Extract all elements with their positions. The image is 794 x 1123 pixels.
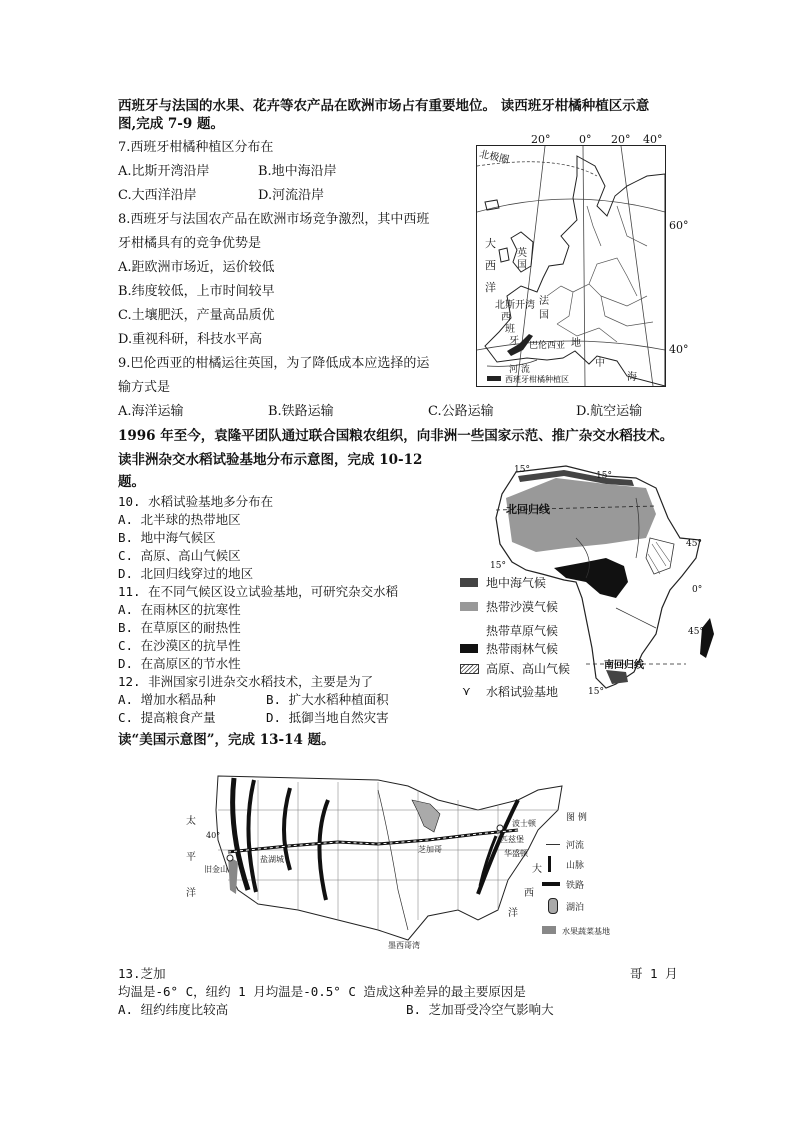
- usa-legend-river: 河流: [566, 841, 585, 851]
- q12-option-a: A. 增加水稻品种: [118, 692, 216, 707]
- legend-savanna-label: 热带草原气候: [486, 624, 559, 638]
- q10-stem: 10. 水稻试验基地多分布在: [118, 494, 274, 509]
- africa-deg-45-top: 45°: [686, 539, 702, 549]
- q7-option-b: B.地中海沿岸: [258, 164, 337, 179]
- legend-desert-label: 热带沙漠气候: [486, 600, 559, 614]
- q8-stem-line1: 8.西班牙与法国农产品在欧洲市场竞争激烈，其中西班: [118, 212, 430, 227]
- q11-option-c: C. 在沙漠区的抗旱性: [118, 638, 241, 653]
- africa-deg-15n: 15°: [596, 471, 612, 481]
- intro-10-12-line3: 题。: [118, 474, 145, 490]
- usa-city-dc: 华盛顿: [504, 849, 528, 858]
- q10-option-a: A. 北半球的热带地区: [118, 512, 241, 527]
- q11-option-b: B. 在草原区的耐热性: [118, 620, 241, 635]
- africa-deg-45-bottom: 45°: [688, 627, 704, 637]
- label-arctic-circle: 北极圈: [478, 149, 510, 167]
- rice-base-icon: ⋎: [462, 684, 471, 698]
- q13-stem-b: 哥 1 月: [630, 966, 678, 981]
- europe-citrus-map: [476, 133, 689, 387]
- q11-option-a: A. 在雨林区的抗寒性: [118, 602, 241, 617]
- q7-stem: 7.西班牙柑橘种植区分布在: [118, 140, 274, 155]
- q7-option-c: C.大西洋沿岸: [118, 188, 197, 203]
- label-uk-1: 英: [517, 248, 527, 259]
- label-france-2: 国: [539, 310, 549, 321]
- intro-7-9-line2: 图,完成 7-9 题。: [118, 116, 224, 132]
- usa-atlantic-2: 西: [524, 888, 534, 899]
- label-tropic-of-cancer: 北回归线: [506, 503, 550, 516]
- usa-pacific-2: 平: [186, 852, 196, 863]
- q9-option-c: C.公路运输: [428, 404, 494, 419]
- label-atlantic-1: 大: [485, 237, 496, 250]
- usa-pacific-1: 太: [186, 816, 196, 827]
- usa-legend-fruit-swatch: [542, 926, 556, 934]
- q13-option-b: B. 芝加哥受冷空气影响大: [406, 1002, 554, 1017]
- q8-option-c: C.土壤肥沃，产量高品质优: [118, 308, 275, 323]
- q10-option-c: C. 高原、高山气候区: [118, 548, 241, 563]
- label-spain-2: 班: [505, 324, 515, 335]
- q13-stem-line2: 均温是-6° C，纽约 1 月均温是-0.5° C 造成这种差异的最主要原因是: [118, 984, 526, 999]
- legend-highland-label: 高原、高山气候: [486, 662, 571, 676]
- q12-stem: 12. 非洲国家引进杂交水稻技术，主要是为了: [118, 674, 374, 689]
- usa-legend-fruit: 水果蔬菜基地: [562, 927, 610, 936]
- q11-stem: 11. 在不同气候区设立试验基地，可研究杂交水稻: [118, 584, 399, 599]
- intro-10-12-line1: 1996 年至今，袁隆平团队通过联合国粮农组织，向非洲一些国家示范、推广杂交水稻技术。: [118, 428, 674, 444]
- usa-legend-railway-swatch: [542, 882, 560, 886]
- usa-map: [178, 770, 638, 952]
- legend-desert-swatch: [460, 602, 478, 611]
- africa-deg-0: 0°: [692, 585, 703, 595]
- europe-lon-20w: 20°: [531, 133, 551, 146]
- label-atlantic-2: 西: [485, 259, 496, 272]
- q12-option-d: D. 抵御当地自然灾害: [266, 710, 389, 725]
- legend-mediterranean-swatch: [460, 578, 478, 587]
- label-med-3: 海: [627, 372, 637, 383]
- q7-option-d: D.河流沿岸: [258, 188, 325, 203]
- q9-option-d: D.航空运输: [576, 404, 643, 419]
- q9-option-a: A.海洋运输: [118, 404, 184, 419]
- label-med-2: 中: [595, 358, 605, 369]
- intro-13-14: 读“美国示意图”，完成 13-14 题。: [118, 732, 335, 748]
- usa-legend-railway: 铁路: [566, 881, 585, 891]
- europe-lon-40e: 40°: [643, 133, 663, 146]
- legend-rice-base-label: 水稻试验基地: [486, 685, 559, 699]
- q9-stem-line1: 9.巴伦西亚的柑橘运往英国，为了降低成本应选择的运: [118, 356, 430, 371]
- label-tropic-of-capricorn: 南回归线: [604, 660, 644, 671]
- europe-lon-20e: 20°: [611, 133, 631, 146]
- africa-deg-15s: 15°: [588, 687, 604, 697]
- q11-option-d: D. 在高原区的节水性: [118, 656, 241, 671]
- q10-option-b: B. 地中海气候区: [118, 530, 216, 545]
- usa-city-sf: 旧金山: [204, 865, 228, 874]
- label-france-1: 法: [539, 296, 549, 307]
- q12-option-b: B. 扩大水稻种植面积: [266, 692, 389, 707]
- europe-lat-60: 60°: [669, 219, 689, 232]
- q8-option-b: B.纬度较低，上市时间较早: [118, 284, 275, 299]
- legend-savanna-swatch: [460, 626, 478, 635]
- usa-city-boston: 波士顿: [512, 819, 536, 828]
- q8-option-d: D.重视科研，科技水平高: [118, 332, 263, 347]
- usa-legend-title: 图 例: [566, 813, 587, 823]
- q13-option-a: A. 纽约纬度比较高: [118, 1002, 229, 1017]
- q13-stem-a: 13.芝加: [118, 966, 166, 981]
- q7-option-a: A.比斯开湾沿岸: [118, 164, 210, 179]
- label-med-1: 地: [571, 338, 581, 349]
- q8-stem-line2: 牙柑橘具有的竞争优势是: [118, 236, 262, 251]
- africa-deg-15w: 15°: [514, 465, 530, 475]
- legend-citrus-swatch: [487, 376, 501, 381]
- africa-deg-15-left: 15°: [490, 561, 506, 571]
- label-spain-3: 牙: [509, 336, 519, 347]
- usa-legend-lake: 湖泊: [566, 903, 585, 913]
- europe-lon-0: 0°: [579, 133, 592, 146]
- label-biscay: 北斯开湾: [495, 300, 535, 311]
- label-river: 河 流: [509, 365, 530, 375]
- usa-city-slc: 盐湖城: [260, 855, 284, 864]
- usa-gulf: 墨西哥湾: [388, 941, 420, 950]
- q9-option-b: B.铁路运输: [268, 404, 334, 419]
- usa-legend-mountain-swatch: [548, 856, 551, 872]
- usa-legend-lake-swatch: [548, 898, 558, 914]
- usa-city-pittsburgh: 匹兹堡: [500, 835, 524, 844]
- usa-atlantic-1: 大: [532, 864, 542, 875]
- legend-citrus-label: 西班牙柑橘种植区: [505, 375, 569, 384]
- label-atlantic-3: 洋: [485, 281, 496, 294]
- legend-mediterranean-label: 地中海气候: [486, 576, 547, 590]
- intro-10-12-line2: 读非洲杂交水稻试验基地分布示意图，完成 10-12: [118, 452, 423, 468]
- legend-rainforest-swatch: [460, 644, 478, 653]
- usa-city-chicago: 芝加哥: [418, 845, 442, 854]
- legend-rainforest-label: 热带雨林气候: [486, 642, 559, 656]
- label-valencia: 巴伦西亚: [529, 341, 566, 351]
- q12-option-c: C. 提高粮食产量: [118, 710, 216, 725]
- usa-legend-mountain: 山脉: [566, 861, 585, 871]
- usa-legend-river-swatch: [546, 844, 560, 845]
- legend-highland-swatch: [460, 664, 479, 674]
- usa-lat-40: 40°: [206, 831, 221, 840]
- europe-lat-40: 40°: [669, 343, 689, 356]
- label-uk-2: 国: [517, 260, 527, 271]
- label-spain-1: 西: [501, 312, 511, 323]
- q9-stem-line2: 输方式是: [118, 380, 171, 395]
- q10-option-d: D. 北回归线穿过的地区: [118, 566, 254, 581]
- usa-atlantic-3: 洋: [508, 908, 518, 919]
- usa-pacific-3: 洋: [186, 888, 196, 899]
- intro-7-9-line1: 西班牙与法国的水果、花卉等农产品在欧洲市场占有重要地位。 读西班牙柑橘种植区示意: [118, 98, 650, 114]
- q8-option-a: A.距欧洲市场近，运价较低: [118, 260, 275, 275]
